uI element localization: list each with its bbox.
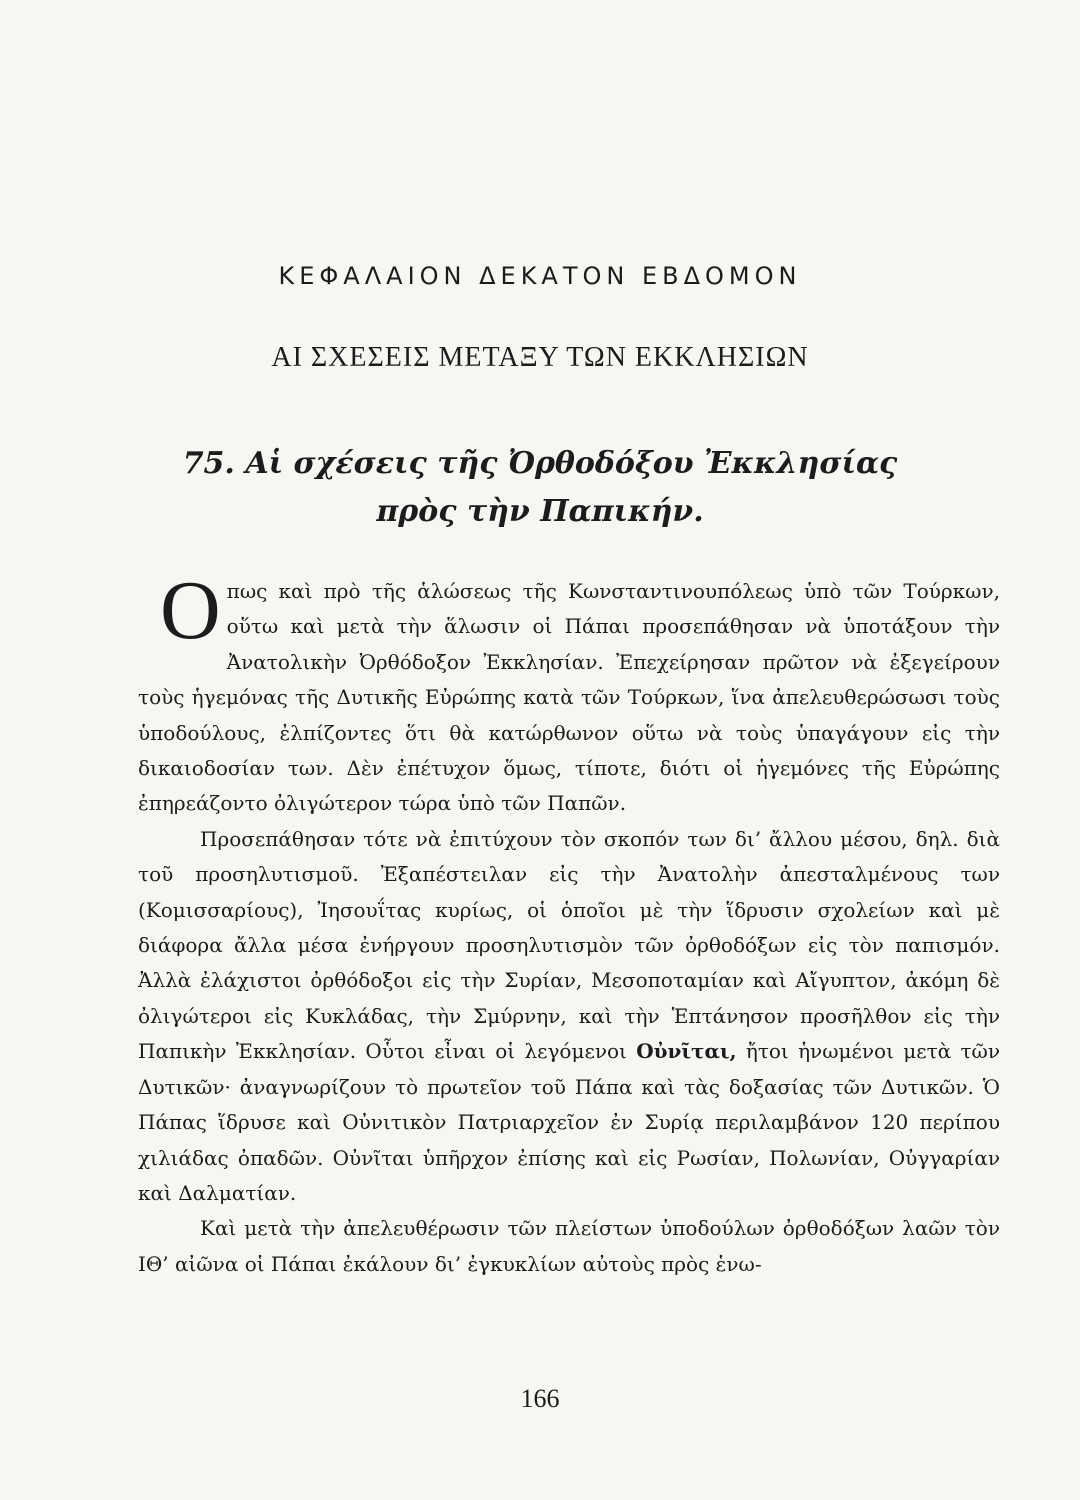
section-heading: ΑΙ ΣΧΕΣΕΙΣ ΜΕΤΑΞΥ ΤΩΝ ΕΚΚΛΗΣΙΩΝ — [271, 342, 809, 373]
bold-term-uniates: Οὐνῖται, — [636, 1039, 737, 1064]
paragraph-3: Καὶ μετὰ τὴν ἀπελευθέρωσιν τῶν πλείστων ὑποδούλων ὀρθοδόξων λαῶν τὸν ΙΘ’ αἰῶνα οἱ Πάπαι ἐκάλουν δι’ ἐγκυκλίων αὐτοὺς πρὸς ἑνω- — [138, 1216, 1000, 1276]
section-title — [0, 440, 1080, 536]
chapter-heading: ΚΕΦΑΛΑΙΟΝ ΔΕΚΑΤΟΝ ΕΒΔΟΜΟΝ — [278, 262, 802, 290]
paragraph-1 — [138, 564, 1000, 822]
paragraph-2-text-b: ἤτοι ἡνωμένοι μετὰ τῶν Δυτικῶν· ἀναγνωρίζουν τὸ πρωτεῖον τοῦ Πάπα καὶ τὰς δοξασίας τῶν Δυτικῶν. Ὁ Πάπας ἵδρυσε καὶ Οὐνιτικὸν Πατριαρχεῖον ἐν Συρίᾳ περιλαμβάνον 120 περίπου χιλιάδας ὀπαδῶν. Οὐνῖται ὑπῆρχον ἐπίσης καὶ εἰς Ρωσίαν, Πολωνίαν, Οὐγγαρίαν καὶ Δαλματίαν. — [138, 1039, 1001, 1205]
body-text — [138, 564, 1001, 1282]
page-number: 166 — [520, 1384, 560, 1413]
drop-cap: Ο — [160, 564, 221, 657]
paragraph-1-text: πως καὶ πρὸ τῆς ἁλώσεως τῆς Κωνσταντινουπόλεως ὑπὸ τῶν Τούρκων, οὕτω καὶ μετὰ τὴν ἅλωσιν οἱ Πάπαι προσεπάθησαν νὰ ὑποτάξουν τὴν Ἀνατολικὴν Ὀρθόδοξον Ἐκκλησίαν. Ἐπεχείρησαν πρῶτον νὰ ἐξεγείρουν τοὺς ἡγεμόνας τῆς Δυτικῆς Εὐρώπης κατὰ τῶν Τούρκων, ἵνα ἀπελευθερώσωσι τοὺς ὑποδούλους, ἐλπίζοντες ὅτι θὰ κατώρθωνον οὕτω νὰ τοὺς ὑπαγάγουν εἰς τὴν δικαιοδοσίαν των. Δὲν ἐπέτυχον ὅμως, τίποτε, διότι οἱ ἡγεμόνες τῆς Εὐρώπης ἐπηρεάζοντο ὀλιγώτερον τώρα ὑπὸ τῶν Παπῶν. — [138, 579, 1000, 816]
section-title-line-1: 75. Αἱ σχέσεις τῆς Ὀρθοδόξου Ἐκκλησίας — [182, 446, 898, 481]
paragraph-2 — [138, 822, 1000, 1211]
section-title-line-2: πρὸς τὴν Παπικήν. — [376, 494, 704, 529]
paragraph-2-text-a: Προσεπάθησαν τότε νὰ ἐπιτύχουν τὸν σκοπόν των δι’ ἄλλου μέσου, δηλ. διὰ τοῦ προσηλυτισμοῦ. Ἐξαπέστειλαν εἰς τὴν Ἀνατολὴν ἀπεσταλμένους των (Κομισσαρίους), Ἰησουΐτας κυρίως, οἱ ὁποῖοι μὲ τὴν ἵδρυσιν σχολείων καὶ μὲ διάφορα ἄλλα μέσα ἐνήργουν προσηλυτισμὸν τῶν ὀρθοδόξων εἰς τὸν παπισμόν. Ἀλλὰ ἐλάχιστοι ὀρθόδοξοι εἰς τὴν Συρίαν, Μεσοποταμίαν καὶ Αἴγυπτον, ἀκόμη δὲ ὀλιγώτεροι εἰς Κυκλάδας, τὴν Σμύρνην, καὶ τὴν Ἑπτάνησον προσῆλθον εἰς τὴν Παπικὴν Ἐκκλησίαν. Οὗτοι εἶναι οἱ λεγόμενοι — [138, 826, 1000, 1064]
